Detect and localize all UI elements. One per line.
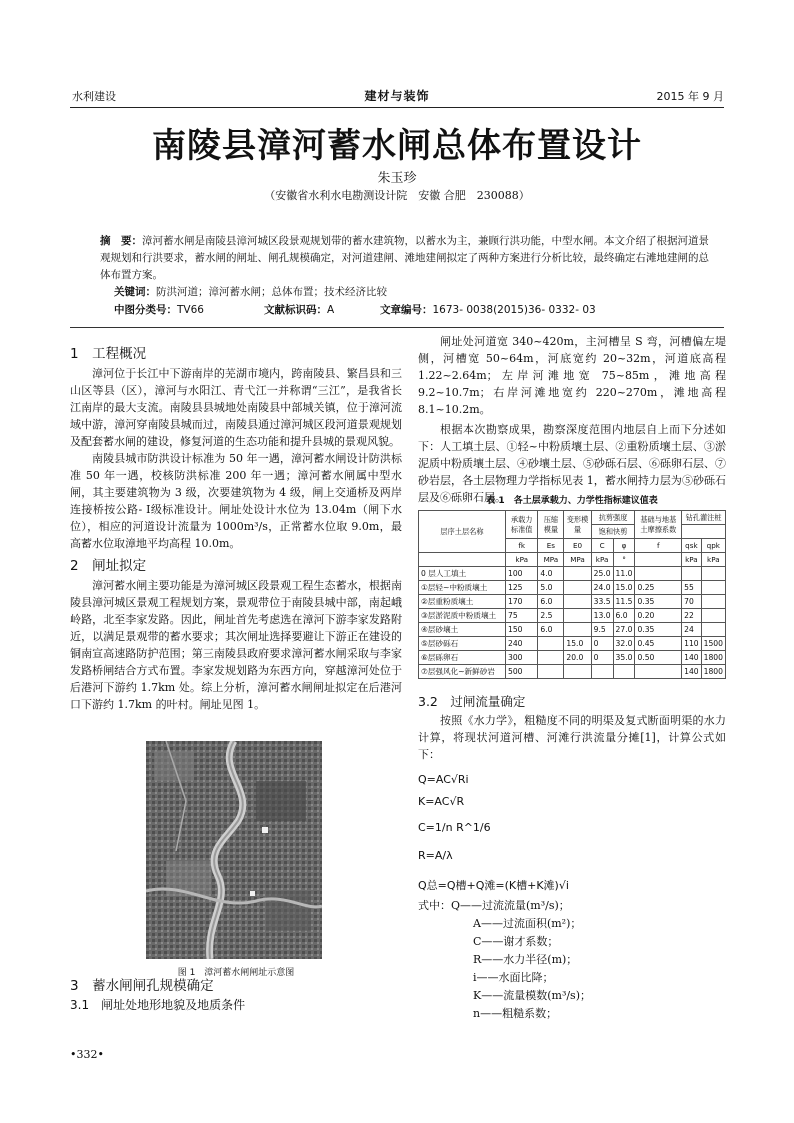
value-cell (538, 665, 564, 679)
value-cell: 140 (682, 651, 702, 665)
formula-block (418, 769, 726, 897)
affiliation: （安徽省水利水电勘测设计院 安徽 合肥 230088） (264, 189, 530, 202)
value-cell (538, 637, 564, 651)
value-cell: 33.5 (591, 595, 613, 609)
value-cell: 500 (506, 665, 538, 679)
col-header: 压缩模量 (538, 511, 564, 539)
section-rule (70, 327, 724, 328)
value-cell: 24 (682, 623, 702, 637)
value-cell: 240 (506, 637, 538, 651)
where-item: i——水面比降； (473, 971, 554, 984)
col-subheader: 饱和快剪 (591, 525, 635, 539)
layer-name-cell: ④层砂壤土 (419, 623, 506, 637)
page-header (70, 88, 724, 106)
paragraph: 闸址处河道宽 340~420m，主河槽呈 S 弯，河槽偏左堤侧，河槽宽 50~64m，河底宽约 20~32m，河道底高程 1.22~2.64m；左岸河滩地宽 75~85m，滩地高程 9.2~10.7m；右岸河滩地宽约 220~270m，滩地高程 8.1~10.2m。 (418, 335, 726, 416)
value-cell: 32.0 (613, 637, 635, 651)
value-cell: 75 (506, 609, 538, 623)
value-cell (538, 651, 564, 665)
abstract-label: 摘 要： (100, 235, 142, 247)
value-cell: 15.0 (613, 581, 635, 595)
table-row (419, 665, 726, 679)
layer-name-cell: ⑦层强风化~新鲜砂岩 (419, 665, 506, 679)
paragraph: 按照《水力学》，粗糙度不同的明渠及复式断面明渠的水力计算，将现状河道河槽、河滩行洪流量分摊[1]，计算公式如下： (418, 714, 726, 761)
keywords-label: 关键词： (114, 286, 156, 298)
author: 朱玉珍 (377, 171, 417, 186)
value-cell: 0 (591, 651, 613, 665)
value-cell: 25.0 (591, 567, 613, 581)
value-cell: 11.0 (613, 567, 635, 581)
section-1-heading: 1 工程概况 (70, 346, 147, 362)
value-cell (591, 665, 613, 679)
where-item: 式中：Q——过流流量(m³/s)； (418, 899, 570, 912)
symbol-cell: fk (506, 539, 538, 553)
value-cell (701, 609, 725, 623)
value-cell: 0.25 (635, 581, 682, 595)
page-number: •332• (70, 1048, 104, 1061)
value-cell: 11.5 (613, 595, 635, 609)
symbol-cell: qpk (701, 539, 725, 553)
article-no-value: 1673- 0038(2015)36- 0332- 03 (432, 304, 596, 316)
value-cell: 35.0 (613, 651, 635, 665)
symbol-cell: E0 (564, 539, 591, 553)
value-cell (701, 581, 725, 595)
value-cell: 15.0 (564, 637, 591, 651)
value-cell: 300 (506, 651, 538, 665)
paragraph: 漳河位于长江中下游南岸的芜湖市境内，跨南陵县、繁昌县和三山区等县（区），漳河与水阳江、青弋江一并称谓“三江”，是我省长江南岸的最大支流。南陵县县城地处南陵县中部城关镇，位于漳河流域中游，漳河穿南陵县城而过，南陵县通过漳河城区段河道景观规划及配套蓄水闸的建设，修复河道的生态功能和提升县城的景观风貌。 (70, 367, 402, 448)
abstract (100, 233, 718, 284)
value-cell: 125 (506, 581, 538, 595)
col-header: 基础与地基土摩擦系数 (635, 511, 682, 539)
unit-cell: kPa (591, 553, 613, 567)
symbol-cell: φ (613, 539, 635, 553)
value-cell: 170 (506, 595, 538, 609)
symbol-cell: C (591, 539, 613, 553)
unit-cell: MPa (564, 553, 591, 567)
doc-label: 文献标识码： (264, 304, 327, 316)
unit-cell: kPa (682, 553, 702, 567)
col-header: 层序土层名称 (419, 511, 506, 553)
layer-name-cell: 0 层人工填土 (419, 567, 506, 581)
value-cell: 0.45 (635, 637, 682, 651)
value-cell: 100 (506, 567, 538, 581)
col-header: 变形模量 (564, 511, 591, 539)
unit-cell-blank (419, 553, 506, 567)
table-row (419, 609, 726, 623)
value-cell (564, 623, 591, 637)
clc-label: 中图分类号： (114, 304, 177, 316)
value-cell: 0.35 (635, 623, 682, 637)
value-cell: 27.0 (613, 623, 635, 637)
value-cell (564, 595, 591, 609)
symbol-cell: f (635, 539, 682, 553)
value-cell: 0.35 (635, 595, 682, 609)
table-caption: 表 1 各土层承载力、力学性指标建议值表 (486, 496, 658, 506)
formula-3: C=1/n R^1/6 (418, 821, 491, 834)
abstract-text: 漳河蓄水闸是南陵县漳河城区段景观规划带的蓄水建筑物，以蓄水为主，兼顾行洪功能，中型水闸。本文介绍了根据河道景观规划和行洪要求，蓄水闸的闸址、闸孔规模确定，对河道建闸、滩地建闸拟定了两种方案进行分析比较，最终确定右滩地建闸的总体布置方案。 (100, 235, 709, 281)
value-cell: 1800 (701, 665, 725, 679)
value-cell: 2.5 (538, 609, 564, 623)
value-cell: 110 (682, 637, 702, 651)
header-rule (70, 107, 724, 108)
where-list (418, 897, 726, 1023)
value-cell: 6.0 (538, 623, 564, 637)
formula-4: R=A/λ (418, 849, 453, 862)
layer-name-cell: ⑥层砾卵石 (419, 651, 506, 665)
value-cell: 5.0 (538, 581, 564, 595)
col-subheader-blank (682, 525, 726, 539)
col-header: 钻孔灌注桩 (682, 511, 726, 525)
value-cell: 1800 (701, 651, 725, 665)
value-cell: 55 (682, 581, 702, 595)
value-cell: 140 (682, 665, 702, 679)
value-cell (613, 665, 635, 679)
figure-caption: 图 1 漳河蓄水闸闸址示意图 (177, 968, 295, 978)
layer-name-cell: ③层淤泥质中粉质壤土 (419, 609, 506, 623)
symbol-cell: Es (538, 539, 564, 553)
formula-5: Q总=Q槽+Q滩=(K槽+K滩)√i (418, 879, 569, 892)
layer-name-cell: ②层重粉质壤土 (419, 595, 506, 609)
value-cell: 6.0 (613, 609, 635, 623)
unit-cell: ° (613, 553, 635, 567)
article-title: 南陵县漳河蓄水闸总体布置设计 (152, 126, 642, 166)
value-cell: 6.0 (538, 595, 564, 609)
value-cell: 0 (591, 637, 613, 651)
value-cell: 20.0 (564, 651, 591, 665)
issue-date: 2015 年 9 月 (656, 90, 724, 103)
article-no-label: 文章编号： (380, 304, 433, 316)
soil-properties-table (418, 510, 726, 679)
value-cell: 13.0 (591, 609, 613, 623)
value-cell: 70 (682, 595, 702, 609)
table-row (419, 595, 726, 609)
right-column-top (418, 333, 726, 506)
value-cell (564, 665, 591, 679)
value-cell: 150 (506, 623, 538, 637)
value-cell (564, 581, 591, 595)
section-2-heading: 2 闸址拟定 (70, 558, 147, 574)
paragraph: 漳河蓄水闸主要功能是为漳河城区段景观工程生态蓄水，根据南陵县漳河城区景观工程规划方案，景观带位于南陵县城中部，南起峨岭路，北至李家发路。因此，闸址首先考虑选在漳河下游李家发路附近，以满足景观带的蓄水要求；其次闸址选择要避让下游正在建设的铜南宣高速路防护范围；第三南陵县政府要求漳河蓄水闸采取与李家发路桥闸结合方式布置。李家发规划路为东西方向，穿越漳河处位于后港河下游约 1.7km 处。综上分析，漳河蓄水闸闸址拟定在后港河口下游约 1.7km 的叶村。闸址见图 1。 (70, 579, 402, 711)
value-cell: 1500 (701, 637, 725, 651)
left-column-bottom (70, 978, 402, 1016)
unit-cell: kPa (701, 553, 725, 567)
table-row (419, 651, 726, 665)
value-cell: 0.20 (635, 609, 682, 623)
where-item: n——粗糙系数； (473, 1007, 558, 1020)
section-3-2-heading: 3.2 过闸流量确定 (418, 694, 526, 709)
paragraph: 根据本次勘察成果，勘察深度范围内地层自上而下分述如下：人工填土层、①轻~中粉质壤土层、②重粉质壤土层、③淤泥质中粉质壤土层、④砂壤土层、⑤砂砾石层、⑥砾卵石层、⑦砂岩层，各土层物理力学指标见表 1，蓄水闸持力层为⑤砂砾石层及⑥砾卵石层。 (418, 423, 726, 504)
table-row (419, 581, 726, 595)
paragraph: 南陵县城市防洪设计标准为 50 年一遇，漳河蓄水闸设计防洪标准 50 年一遇，校核防洪标准 200 年一遇；漳河蓄水闸属中型水闸，其主要建筑物为 3 级，次要建筑物为 4 级，闸上交通桥及两岸连接桥按公路- Ⅰ级标准设计。闸址处设计水位为 13.04m（闸下水位），相应的河道设计流量为 1000m³/s，正常蓄水位取 9.0m，最高蓄水位取漳地平均高程 10.0m。 (70, 452, 402, 550)
value-cell (564, 567, 591, 581)
value-cell (635, 665, 682, 679)
where-item: C——谢才系数； (473, 935, 559, 948)
formula-2: K=AC√R (418, 795, 465, 808)
symbol-cell: qsk (682, 539, 702, 553)
doc-value: A (327, 304, 335, 316)
table-row (419, 567, 726, 581)
col-header: 承载力标准值 (506, 511, 538, 539)
where-item: K——流量模数(m³/s)； (473, 989, 591, 1002)
where-item: R——水力半径(m)； (473, 953, 578, 966)
value-cell (564, 609, 591, 623)
value-cell (701, 623, 725, 637)
section-3-1-heading: 3.1 闸址处地形地貌及地质条件 (70, 998, 246, 1012)
value-cell: 4.0 (538, 567, 564, 581)
clc-value: TV66 (177, 304, 204, 316)
table-row (419, 637, 726, 651)
journal-section: 水利建设 (72, 90, 116, 103)
formula-1: Q=AC√Ri (418, 773, 469, 786)
value-cell: 9.5 (591, 623, 613, 637)
value-cell: 22 (682, 609, 702, 623)
site-aerial-image (146, 741, 322, 959)
keywords (114, 284, 387, 299)
layer-name-cell: ⑤层砂砾石 (419, 637, 506, 651)
aerial-photo (146, 741, 322, 959)
table-row (419, 623, 726, 637)
value-cell (701, 595, 725, 609)
unit-cell (635, 553, 682, 567)
value-cell (682, 567, 702, 581)
keywords-text: 防洪河道；漳河蓄水闸；总体布置；技术经济比较 (156, 286, 387, 298)
left-column (70, 340, 402, 713)
value-cell (635, 567, 682, 581)
layer-name-cell: ①层轻~中粉质壤土 (419, 581, 506, 595)
where-item: A——过流面积(m²)； (473, 917, 582, 930)
value-cell: 0.50 (635, 651, 682, 665)
value-cell: 24.0 (591, 581, 613, 595)
section-3-heading: 3 蓄水闸闸孔规模确定 (70, 978, 214, 994)
unit-cell: MPa (538, 553, 564, 567)
right-column-bottom (418, 693, 726, 1023)
journal-name: 建材与装饰 (364, 89, 430, 103)
col-header: 抗剪强度 (591, 511, 635, 525)
unit-cell: kPa (506, 553, 538, 567)
value-cell (701, 567, 725, 581)
